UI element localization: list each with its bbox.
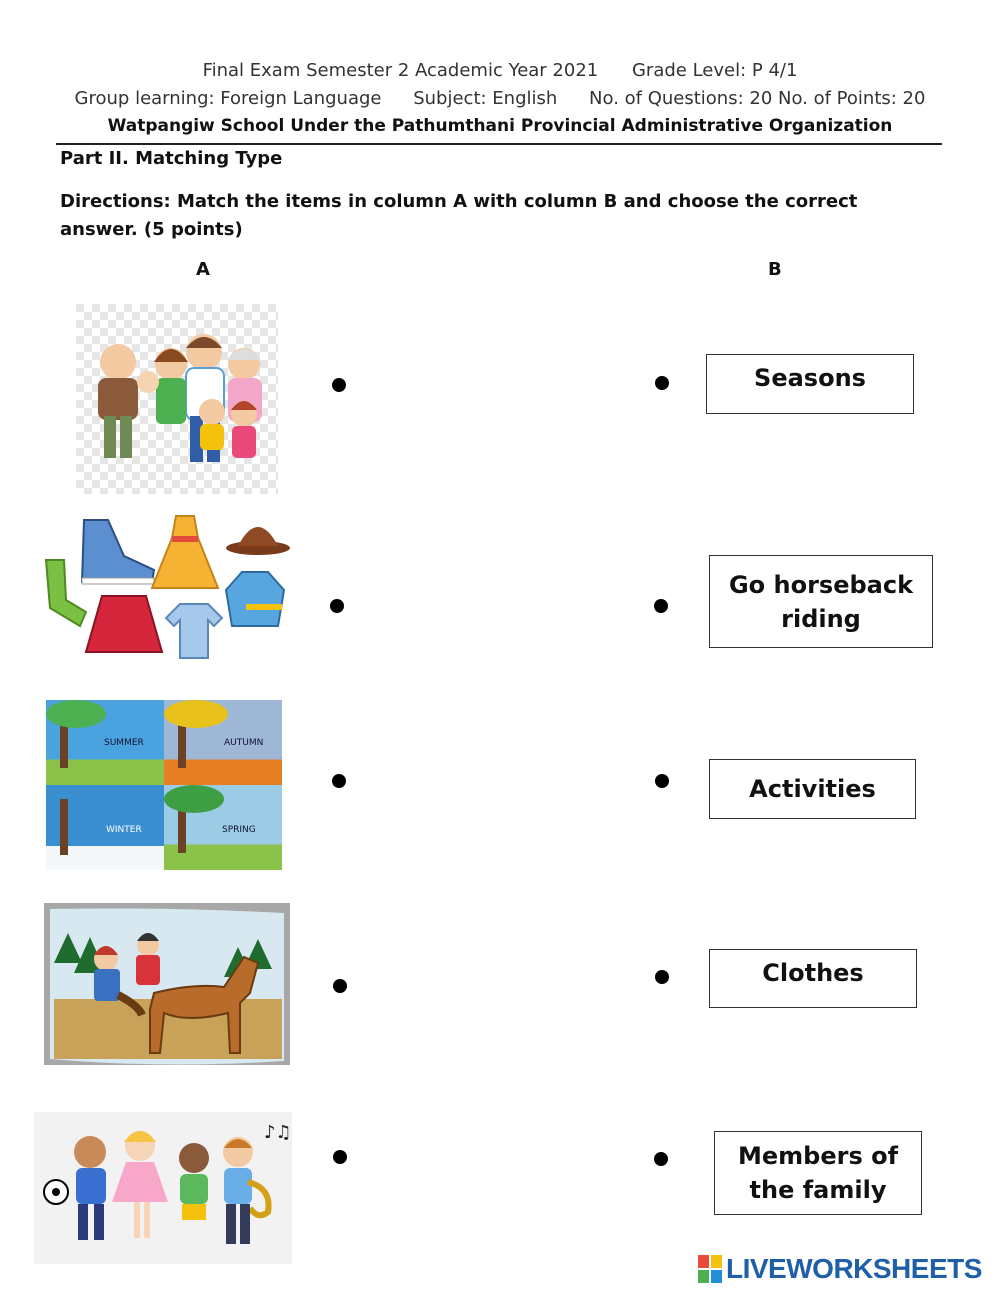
question-count: No. of Questions: 20 No. of Points: 20 xyxy=(589,88,926,109)
subject: Subject: English xyxy=(413,88,558,109)
svg-text:♪♫: ♪♫ xyxy=(264,1122,292,1143)
answer-label-activities: Activities xyxy=(749,775,876,803)
autumn-label: AUTUMN xyxy=(224,738,264,748)
match-dot-a-4[interactable] xyxy=(333,979,347,993)
activities-picture xyxy=(34,1112,292,1264)
answer-box-activities xyxy=(709,759,916,819)
directions: Directions: Match the items in column A with column B and choose the correct answer. (5 points) xyxy=(60,191,858,240)
exam-title: Final Exam Semester 2 Academic Year 2021 xyxy=(202,60,599,81)
answer-box-family xyxy=(714,1131,922,1215)
column-b-heading: B xyxy=(768,259,782,280)
tree-canopy xyxy=(164,700,228,728)
exam-header-line-2 xyxy=(0,88,1000,109)
winter-panel xyxy=(46,785,164,870)
answer-box-clothes xyxy=(709,949,917,1008)
family-picture xyxy=(76,304,278,494)
grade-level: Grade Level: P 4/1 xyxy=(631,60,798,81)
tree-canopy xyxy=(46,700,106,728)
winter-label: WINTER xyxy=(106,825,142,835)
group-learning: Group learning: Foreign Language xyxy=(74,88,382,109)
match-dot-b-2[interactable] xyxy=(654,599,668,613)
column-a-heading: A xyxy=(196,259,210,280)
match-dot-b-5[interactable] xyxy=(654,1152,668,1166)
match-dot-b-3[interactable] xyxy=(655,774,669,788)
spring-panel xyxy=(164,785,282,870)
exam-header-line-1 xyxy=(0,60,1000,81)
liveworksheets-logo-icon xyxy=(698,1255,722,1283)
match-dot-a-5[interactable] xyxy=(333,1150,347,1164)
tree-trunk xyxy=(178,807,186,853)
tree-trunk xyxy=(60,722,68,768)
match-dot-a-1[interactable] xyxy=(332,378,346,392)
tree-canopy xyxy=(164,785,224,813)
answer-label-clothes: Clothes xyxy=(762,959,864,987)
summer-label: SUMMER xyxy=(104,738,144,748)
clothes-picture xyxy=(42,508,292,660)
answer-label-seasons: Seasons xyxy=(754,364,866,392)
summer-panel xyxy=(46,700,164,785)
brand-text: LIVEWORKSHEETS xyxy=(726,1253,982,1284)
match-dot-b-4[interactable] xyxy=(655,970,669,984)
horseback-picture xyxy=(44,903,290,1065)
answer-label-horseback: Go horseback riding xyxy=(728,570,914,633)
tree-trunk xyxy=(178,722,186,768)
match-dot-a-3[interactable] xyxy=(332,774,346,788)
liveworksheets-brand[interactable] xyxy=(698,1252,994,1286)
autumn-panel xyxy=(164,700,282,785)
answer-box-horseback xyxy=(709,555,933,648)
tree-trunk xyxy=(60,799,68,855)
match-dot-a-2[interactable] xyxy=(330,599,344,613)
school-name: Watpangiw School Under the Pathumthani Provincial Administrative Organization xyxy=(107,116,893,136)
answer-box-seasons xyxy=(706,354,914,414)
header-divider xyxy=(56,143,942,145)
answer-label-family: Members of the family xyxy=(737,1142,899,1204)
part-title: Part II. Matching Type xyxy=(60,148,283,169)
spring-label: SPRING xyxy=(222,825,256,835)
seasons-picture xyxy=(46,700,282,870)
match-dot-b-1[interactable] xyxy=(655,376,669,390)
